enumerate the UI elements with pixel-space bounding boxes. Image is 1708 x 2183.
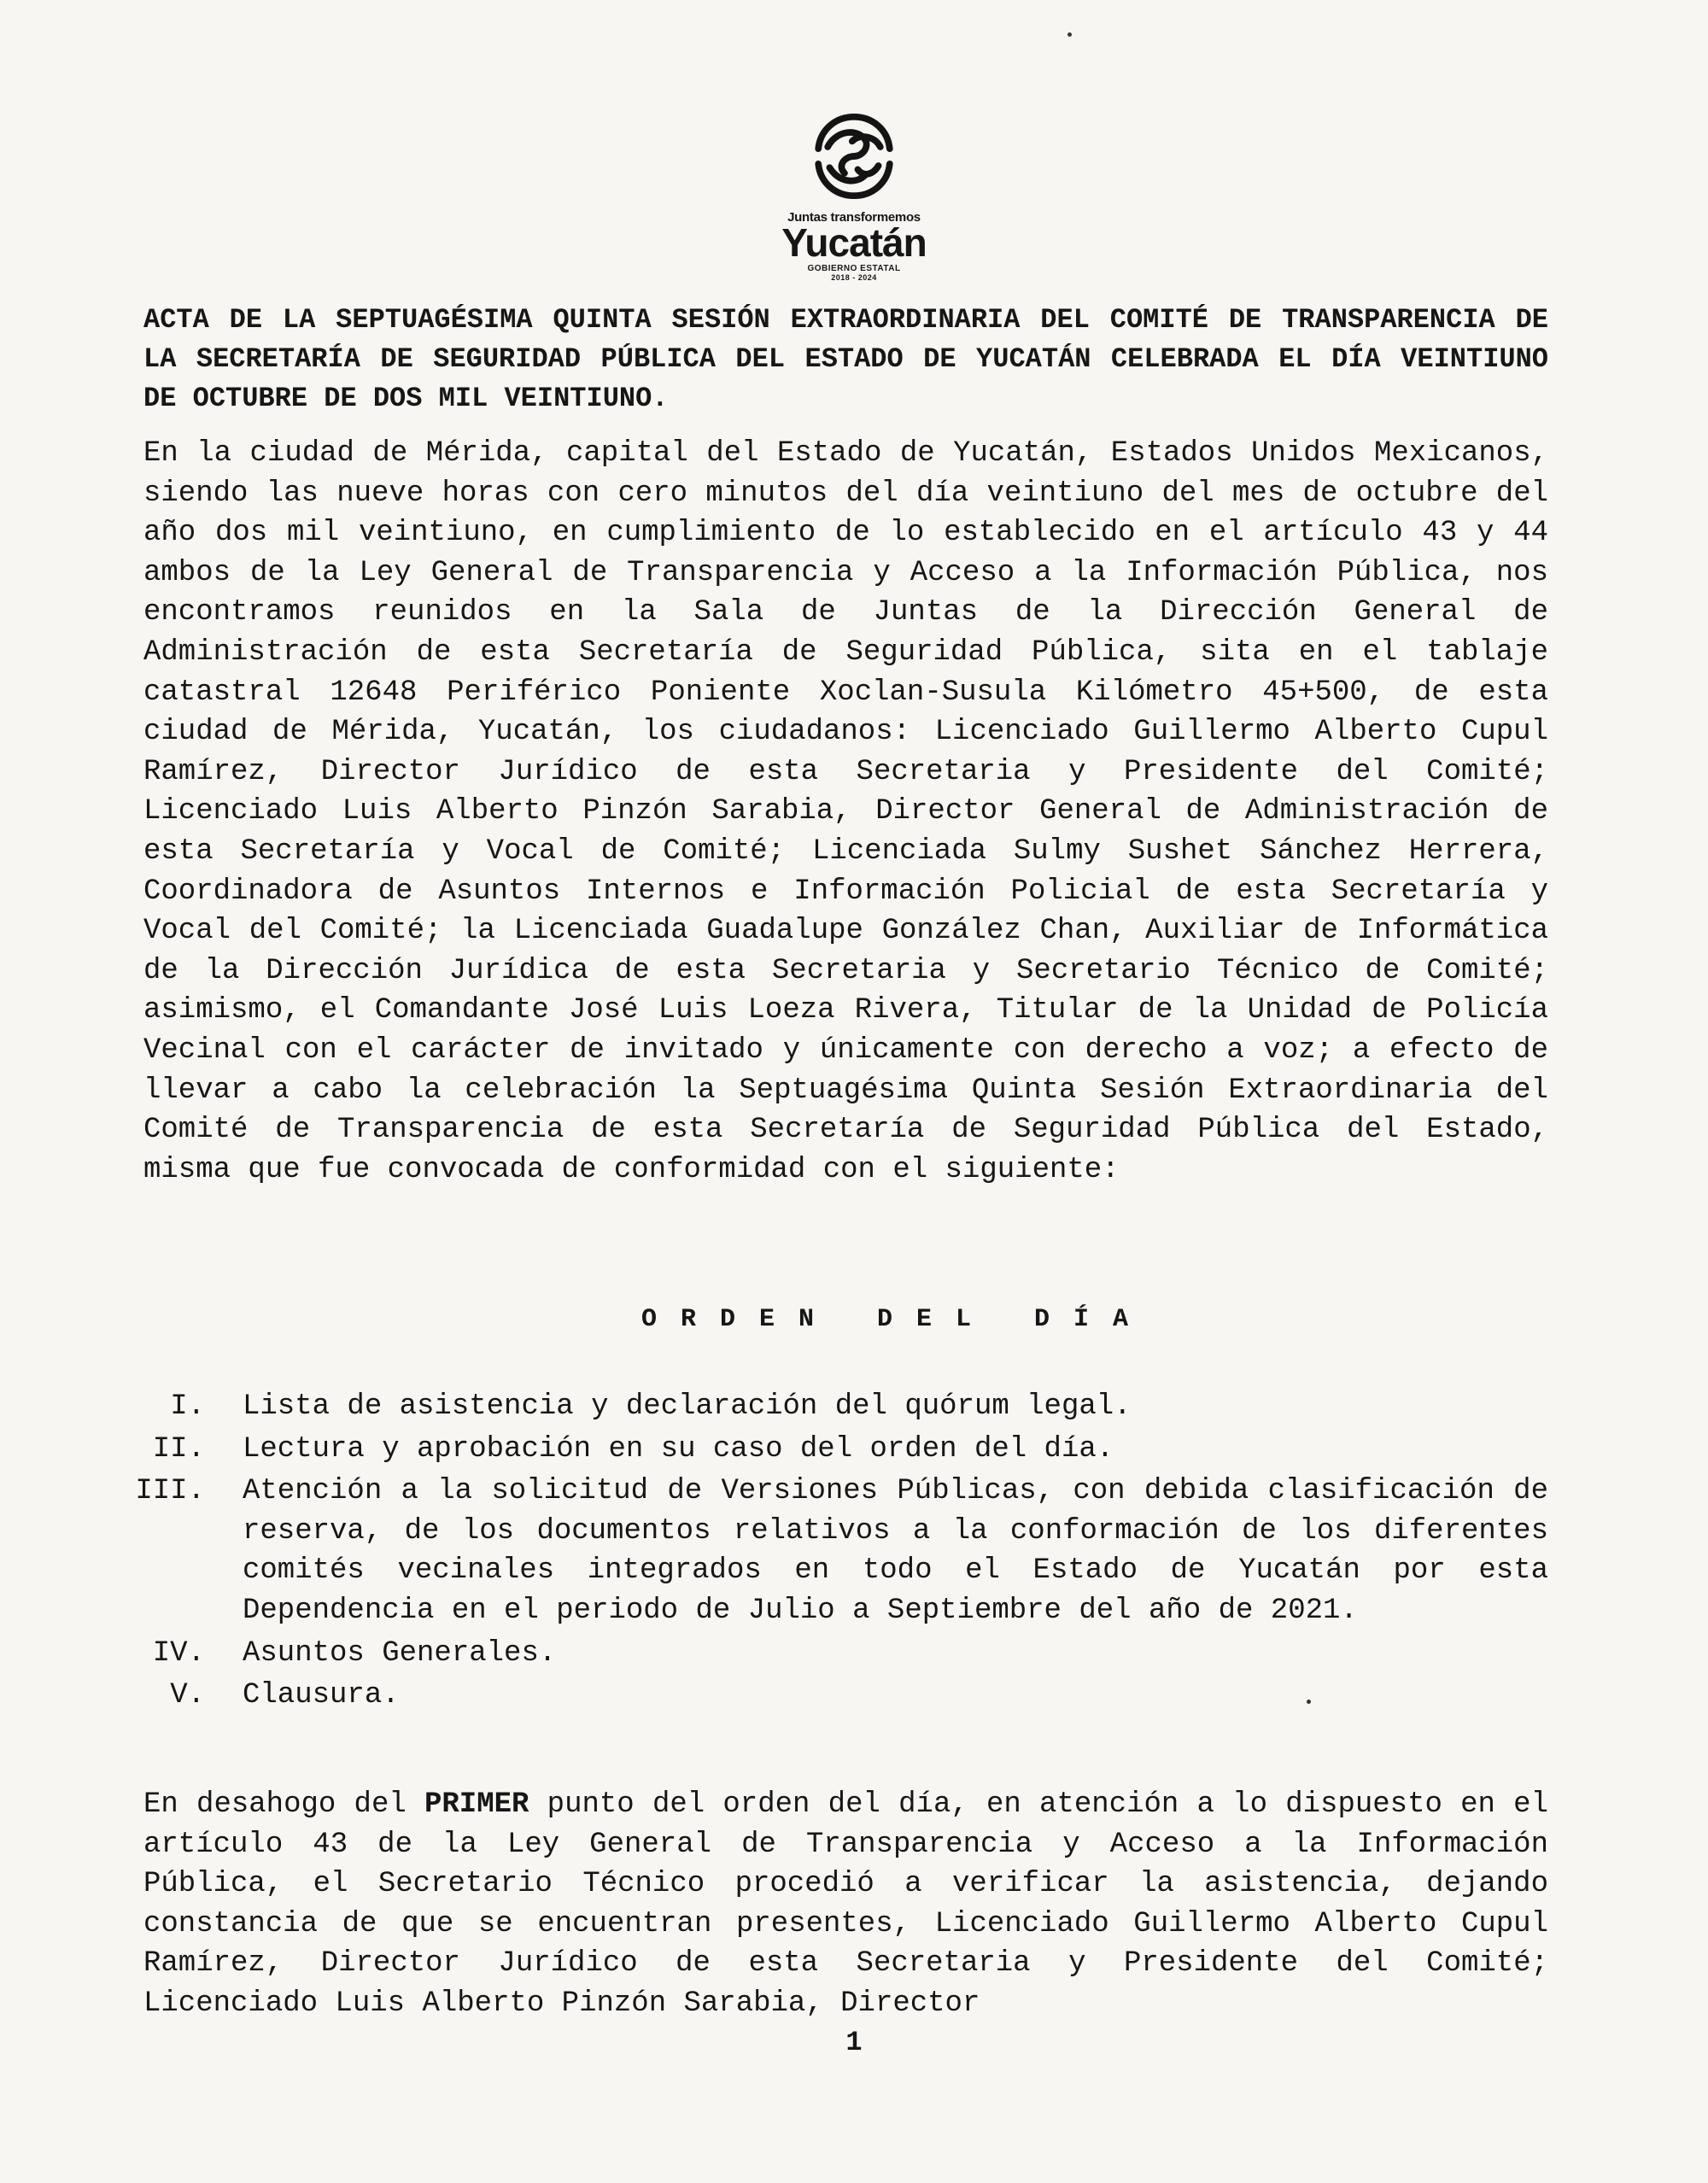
agenda-item bbox=[85, 1387, 1548, 1427]
logo-tagline: Juntas transformemos bbox=[787, 210, 921, 225]
agenda-item-number: I. bbox=[170, 1390, 205, 1423]
yucatan-emblem-icon bbox=[807, 109, 901, 203]
agenda-item bbox=[85, 1430, 1548, 1470]
document-title: ACTA DE LA SEPTUAGÉSIMA QUINTA SESIÓN EXTRAORDINARIA DEL COMITÉ DE TRANSPARENCIA DE LA SECRETARÍA DE SEGURIDAD PÚBLICA DEL ESTADO DE YUCATÁN CELEBRADA EL DÍA VEINTIUNO DE OCTUBRE DE DOS MIL VEINTIUNO. bbox=[143, 304, 1548, 414]
logo-period-label: 2018 - 2024 bbox=[831, 273, 877, 282]
paragraph-text: punto del orden del día, en atención a lo dispuesto en el artículo 43 de la Ley General de Transparencia y Acceso a la Información Pública, el Secretario Técnico procedió a verificar la asistencia, dejando constancia de que se encuentran presentes, Licenciado Guillermo Alberto Cupul Ramírez, Director Jurídico de esta Secretaria y Presidente del Comité; Licenciado Luis Alberto Pinzón Sarabia, Director bbox=[143, 1788, 1548, 2020]
page-number: 1 bbox=[845, 2027, 863, 2058]
agenda-item-number: IV. bbox=[152, 1636, 205, 1670]
agenda-item-text: Lectura y aprobación en su caso del orden del día. bbox=[243, 1432, 1114, 1466]
agenda-item bbox=[85, 1634, 1548, 1674]
emphasis-text: PRIMER bbox=[424, 1788, 529, 1821]
agenda-item-text: Lista de asistencia y declaración del quórum legal. bbox=[243, 1390, 1132, 1423]
agenda-item-text: Asuntos Generales. bbox=[243, 1636, 557, 1670]
agenda-item-text: Clausura. bbox=[243, 1679, 400, 1712]
agenda-item bbox=[85, 1472, 1548, 1630]
agenda-item bbox=[85, 1676, 1548, 1716]
first-point-paragraph bbox=[143, 1785, 1548, 2024]
agenda-item-text: Atención a la solicitud de Versiones Públicas, con debida clasificación de reserva, de los documentos relativos a la conformación de los diferentes comités vecinales integrados en todo el Estado de Yucatán por esta Dependencia en el periodo de Julio a Septiembre del año de 2021. bbox=[243, 1475, 1548, 1627]
logo-wordmark: Yucatán bbox=[781, 220, 927, 265]
section-heading: ORDEN DEL DÍA bbox=[640, 1305, 1153, 1334]
header-logo bbox=[752, 109, 956, 282]
scan-speck bbox=[1307, 1700, 1311, 1704]
paragraph-text: En desahogo del bbox=[143, 1788, 424, 1821]
agenda-item-number: III. bbox=[135, 1475, 205, 1508]
scan-speck bbox=[1068, 32, 1072, 37]
logo-government-label: GOBIERNO ESTATAL bbox=[807, 264, 901, 273]
agenda-item-number: V. bbox=[170, 1679, 205, 1712]
opening-paragraph: En la ciudad de Mérida, capital del Estado de Yucatán, Estados Unidos Mexicanos, siendo las nueve horas con cero minutos del día veintiuno del mes de octubre del año dos mil veintiuno, en cumplimiento de lo establecido en el artículo 43 y 44 ambos de la Ley General de Transparencia y Acceso a la Información Pública, nos encontramos reunidos en la Sala de Juntas de la Dirección General de Administración de esta Secretaría de Seguridad Pública, sita en el tablaje catastral 12648 Periférico Poniente Xoclan-Susula Kilómetro 45+500, de esta ciudad de Mérida, Yucatán, los ciudadanos: Licenciado Guillermo Alberto Cupul Ramírez, Director Jurídico de esta Secretaria y Presidente del Comité; Licenciado Luis Alberto Pinzón Sarabia, Director General de Administración de esta Secretaría y Vocal de Comité; Licenciada Sulmy Sushet Sánchez Herrera, Coordinadora de Asuntos Internos e Información Policial de esta Secretaría y Vocal del Comité; la Licenciada Guadalupe González Chan, Auxiliar de Informática de la Dirección Jurídica de esta Secretaria y Secretario Técnico de Comité; asimismo, el Comandante José Luis Loeza Rivera, Titular de la Unidad de Policía Vecinal con el carácter de invitado y únicamente con derecho a voz; a efecto de llevar a cabo la celebración la Septuagésima Quinta Sesión Extraordinaria del Comité de Transparencia de esta Secretaría de Seguridad Pública del Estado, misma que fue convocada de conformidad con el siguiente: bbox=[143, 437, 1548, 1186]
agenda-item-number: II. bbox=[152, 1432, 205, 1466]
agenda-list bbox=[85, 1387, 1548, 1718]
